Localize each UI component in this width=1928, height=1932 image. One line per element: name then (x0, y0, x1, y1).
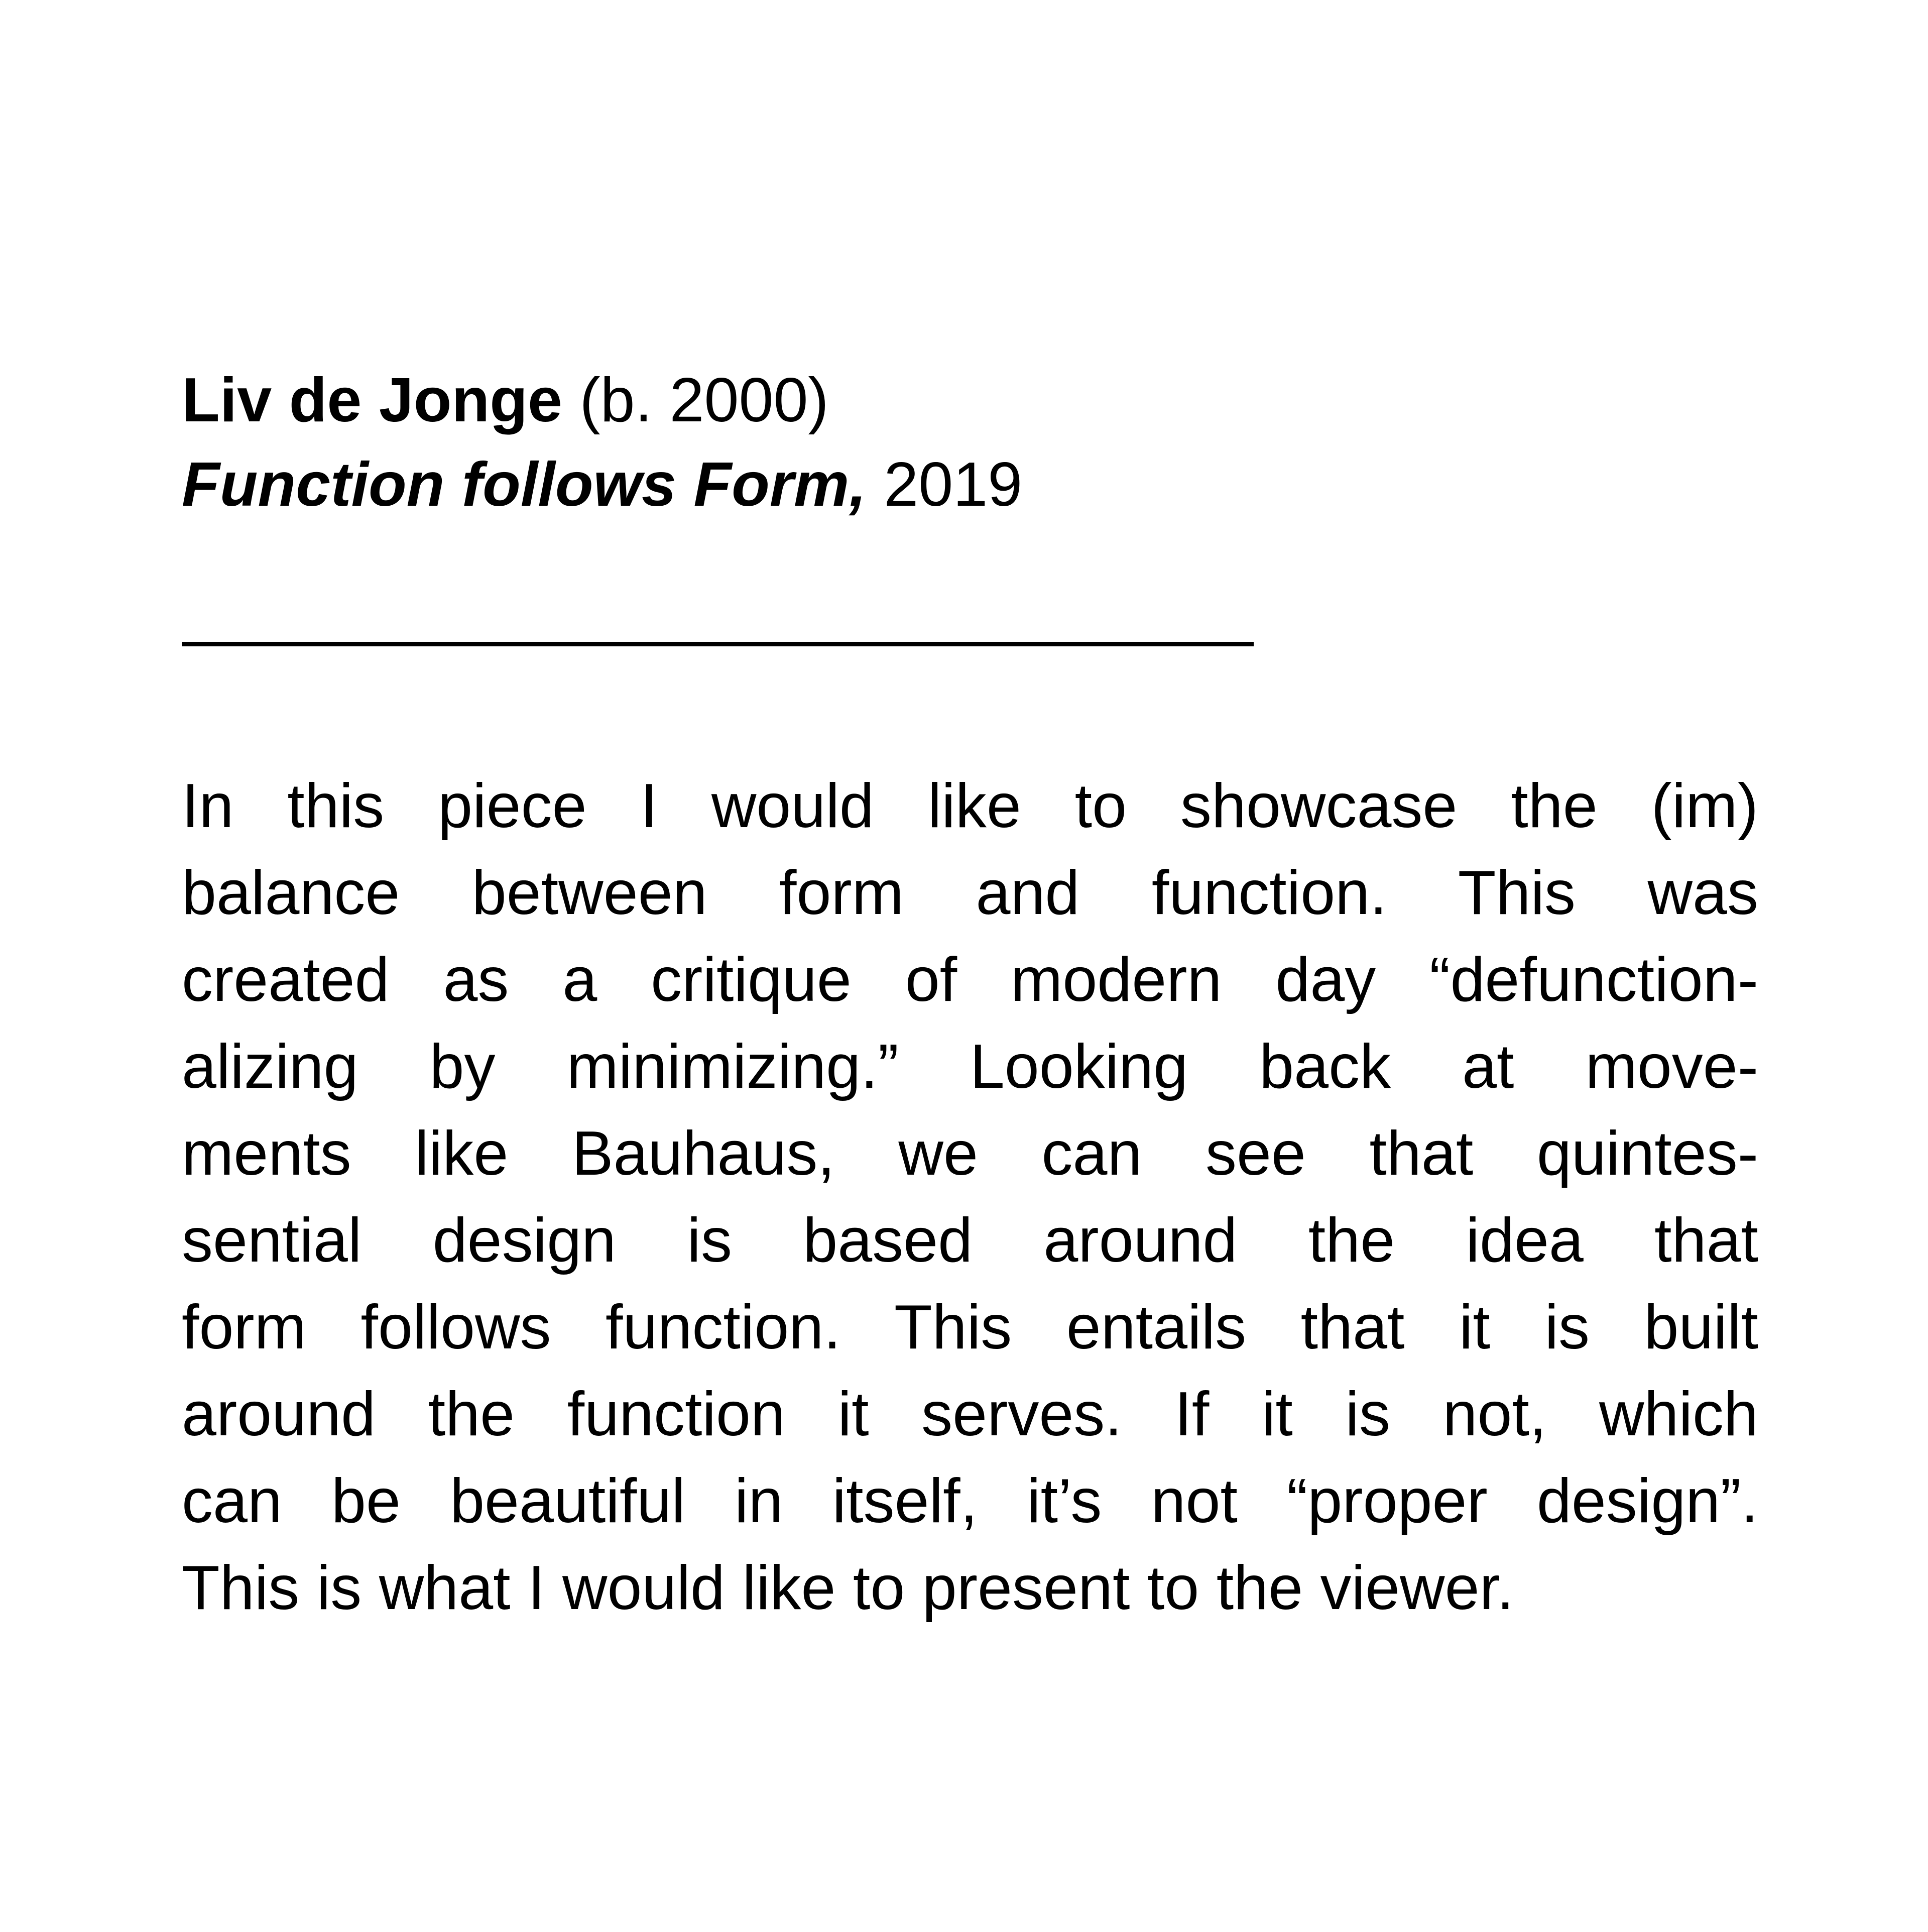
statement-line: balance between form and function. This was (182, 858, 1758, 928)
statement-line: ments like Bauhaus, we can see that quintes- (182, 1119, 1758, 1188)
artist-name: Liv de Jonge (182, 366, 562, 435)
statement-line: sential design is based around the idea that (182, 1206, 1758, 1275)
artist-line (182, 366, 829, 435)
work-year: 2019 (884, 450, 1023, 519)
artist-birth-year: (b. 2000) (579, 366, 829, 435)
work-title: Function follows Form, (182, 450, 867, 519)
statement-line: In this piece I would like to showcase the (im) (182, 771, 1758, 841)
statement-line: This is what I would like to present to the viewer. (182, 1553, 1514, 1623)
artist-statement (182, 763, 1758, 1632)
statement-line: around the function it serves. If it is not, which (182, 1380, 1758, 1449)
statement-line: alizing by minimizing.” Looking back at move- (182, 1032, 1758, 1101)
statement-line: form follows function. This entails that it is built (182, 1293, 1758, 1362)
work-title-line (182, 450, 1023, 519)
divider-rule (182, 642, 1254, 646)
statement-line: can be beautiful in itself, it’s not “proper design”. (182, 1466, 1758, 1536)
statement-line: created as a critique of modern day “defunction- (182, 945, 1758, 1014)
